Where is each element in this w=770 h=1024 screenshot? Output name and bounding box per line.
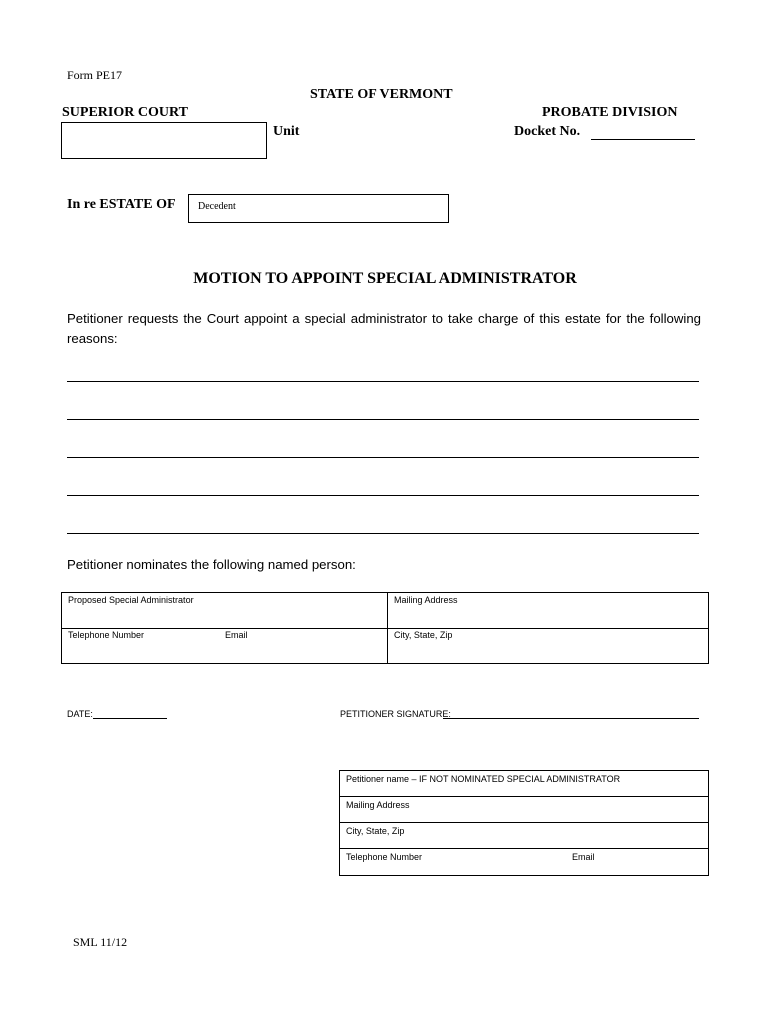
- court-name: SUPERIOR COURT: [62, 105, 188, 120]
- footer-code: SML 11/12: [73, 935, 128, 949]
- unit-label: Unit: [273, 124, 300, 139]
- petition-text: Petitioner requests the Court appoint a special administrator to take charge of this estate for the following reasons:: [67, 311, 701, 346]
- nominee-mailing-field[interactable]: Mailing Address: [394, 595, 458, 605]
- petitioner-table: [339, 770, 709, 876]
- petitioner-telephone-field[interactable]: Telephone Number: [346, 852, 423, 862]
- reason-line-4[interactable]: [67, 495, 699, 496]
- reason-line-2[interactable]: [67, 419, 699, 420]
- reason-line-3[interactable]: [67, 457, 699, 458]
- nominee-city-field[interactable]: City, State, Zip: [394, 630, 453, 640]
- decedent-input[interactable]: [188, 194, 449, 223]
- signature-label: PETITIONER SIGNATURE:: [340, 709, 451, 719]
- unit-input[interactable]: [61, 122, 267, 159]
- date-input[interactable]: [93, 718, 167, 719]
- nominates-text: Petitioner nominates the following named person:: [67, 557, 356, 572]
- state-title: STATE OF VERMONT: [310, 87, 453, 102]
- petitioner-name-field[interactable]: Petitioner name – IF NOT NOMINATED SPECIAL ADMINISTRATOR: [346, 774, 621, 784]
- form-id: Form PE17: [67, 68, 123, 82]
- date-label: DATE:: [67, 709, 93, 719]
- proposed-admin-field[interactable]: Proposed Special Administrator: [68, 595, 194, 605]
- signature-input[interactable]: [443, 718, 699, 719]
- petitioner-row-divider-3: [340, 848, 708, 849]
- docket-input[interactable]: [591, 139, 695, 140]
- division-name: PROBATE DIVISION: [542, 105, 678, 120]
- nominee-telephone-field[interactable]: Telephone Number: [68, 630, 145, 640]
- nominee-table: [61, 592, 709, 664]
- petitioner-row-divider-2: [340, 822, 708, 823]
- reason-line-1[interactable]: [67, 381, 699, 382]
- petitioner-row-divider-1: [340, 796, 708, 797]
- estate-label: In re ESTATE OF: [67, 197, 176, 212]
- decedent-placeholder: Decedent: [198, 201, 236, 212]
- docket-label: Docket No.: [514, 124, 581, 139]
- reason-line-5[interactable]: [67, 533, 699, 534]
- nominee-col-divider: [387, 593, 388, 663]
- nominee-email-field[interactable]: Email: [225, 630, 248, 640]
- nominee-row-divider: [62, 628, 708, 629]
- petitioner-city-field[interactable]: City, State, Zip: [346, 826, 405, 836]
- petitioner-mailing-field[interactable]: Mailing Address: [346, 800, 410, 810]
- petitioner-email-field[interactable]: Email: [572, 852, 595, 862]
- page-title: MOTION TO APPOINT SPECIAL ADMINISTRATOR: [193, 270, 577, 287]
